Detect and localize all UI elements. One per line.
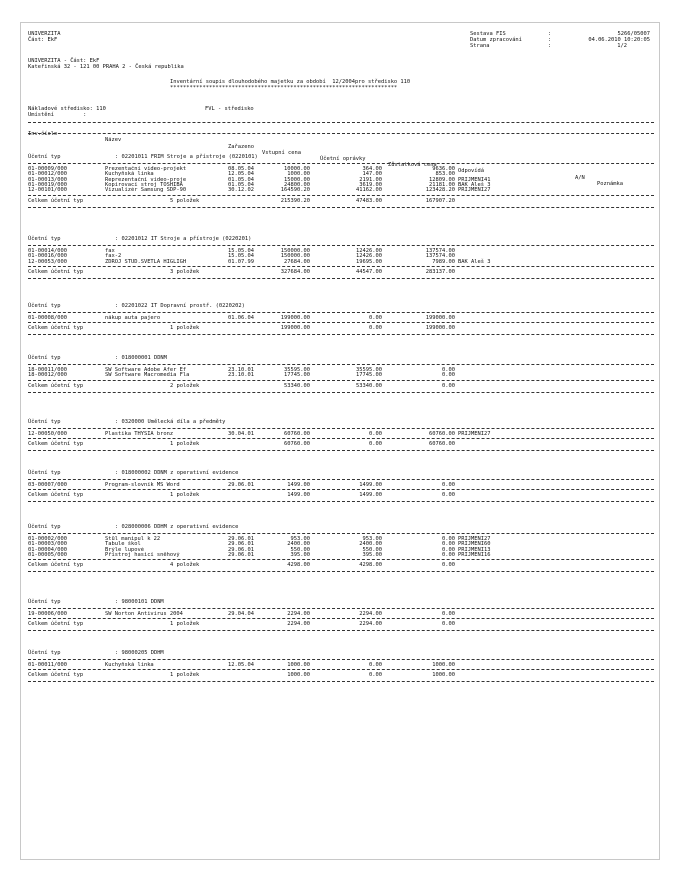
- group-label: Účetní typ: [28, 236, 61, 242]
- group-code: : 018000002 DDNM z operativní evidence: [115, 470, 239, 476]
- group-label: Účetní typ: [28, 355, 61, 361]
- total-label: Celkem účetní typ: [28, 562, 84, 569]
- cell-inv: 01-00005/000: [28, 551, 67, 558]
- cell-zustatkova: 21181.00: [429, 181, 455, 188]
- cell-zustatkova: 199000.00: [425, 315, 455, 321]
- cell-nazev: Vizualizér Samsung SDP-90: [105, 187, 187, 194]
- cell-odpovida: BAK Aleš 3: [458, 258, 491, 265]
- total-zustatkova: 60760.00: [429, 441, 455, 448]
- cell-nazev: Stůl manipul k 22: [105, 536, 161, 542]
- cell-inv: 01-00013/000: [28, 176, 67, 183]
- cell-zustatkova: 0.00: [442, 551, 455, 558]
- cell-inv: 01-00014/000: [28, 248, 67, 254]
- cell-odpovida: PRIJMENI60: [458, 541, 491, 548]
- cell-inv: 01-00009/000: [28, 166, 67, 172]
- total-vstupni: 327684.00: [280, 268, 310, 275]
- group-total: [0, 269, 680, 275]
- cell-nazev: Prezentační video-projekt: [105, 166, 187, 172]
- cell-zarazeno: 12.05.04: [228, 171, 254, 178]
- cell-nazev: fax-2: [105, 253, 122, 260]
- cell-nazev: ZDROJ STUD.SVETLA HIGLIGH: [105, 258, 187, 265]
- cell-zarazeno: 01.05.04: [228, 181, 254, 188]
- cell-opravky: 0.00: [369, 662, 382, 668]
- total-vstupni: 2294.00: [287, 621, 310, 628]
- group-total-divider: [28, 195, 654, 196]
- cell-zarazeno: 15.05.04: [228, 253, 254, 260]
- cell-vstupni: 24800.00: [284, 181, 310, 188]
- group-end-divider: [28, 501, 654, 502]
- group-divider: [28, 163, 654, 164]
- cell-opravky: 17745.00: [356, 372, 382, 379]
- group-end-divider: [28, 278, 654, 279]
- cell-vstupni: 1000.00: [287, 662, 310, 668]
- group-total-divider: [28, 266, 654, 267]
- table-row: [0, 662, 680, 668]
- group-header: [0, 599, 680, 605]
- header-divider-top: [28, 122, 654, 123]
- table-row: [0, 482, 680, 488]
- total-label: Celkem účetní typ: [28, 268, 84, 275]
- group-code: : 02201022 IT Dopravní prostř. (0220202): [115, 303, 245, 309]
- cell-inv: 12-00053/000: [28, 258, 67, 265]
- cell-opravky: 12426.00: [356, 248, 382, 254]
- cell-nazev: Brýle lupové: [105, 546, 144, 553]
- total-opravky: 0.00: [369, 441, 382, 448]
- cell-inv: 18-00012/000: [28, 372, 67, 379]
- group-code: : 02201011 FRIM Stroje a přístroje (0220101): [115, 154, 258, 160]
- total-label: Celkem účetní typ: [28, 382, 84, 389]
- total-vstupni: 1499.00: [287, 492, 310, 499]
- total-zustatkova: 199000.00: [425, 325, 455, 332]
- cell-opravky: 0.00: [369, 431, 382, 437]
- cell-opravky: 2400.00: [359, 541, 382, 548]
- cell-vstupni: 2294.00: [287, 611, 310, 617]
- col-zustatkova: Zůstatková cena: [388, 162, 437, 169]
- report-page: UNIVERZITA Část: EkF Sestava FIS : 5266/05007 Datum zpracování : 04.06.2010 10:20:05 Strana : 1/2 UNIVERZITA - Část: EkF Kateřinská 32 - 121 00 PRAHA 2 - Česká republika Inventární soupis dlouhodobého majetku za období 12/2004pro středisko 110 ********************************************************************** Nákladové středisko: 110 FVL - středisko Umístění : Inv.číslo Název Zařazeno Vstupní cena Účetní oprávky Zůstatková cena Odpovídá A/N Poznámka Účetní typ : 02201011 FRIM Stroje a přístroje (0220101) 01-00009/000 Prezentační video-projekt 08.05.04 10000.00 364.00 9636.00 01-00012/000 Kuchyňská linka 12.05.04 1000.00 147.00 853.00 01-00013/000 Reprezentační video-proje 01.05.04 15000.00 2191.00 12809.00 PRIJMENI41 01-00019/000 Kopírovací stroj TOSHIBA 01.05.04 24800.00 3619.00 21181.00 BAK Aleš 3 12-00101/000 Vizualizér Samsung SDP-90 30.12.02 164590.20 41162.00 123428.20 PRIJMENI27 Celkem účetní typ 5 položek 215390.20 47483.00 167907.20 Účetní typ : 02201012 IT Stroje a přístroje (0220201) 01-00014/000 fax 15.05.04 150000.00 12426.00 137574.00 01-00016/000 fax-2 15.05.04 150000.00 12426.00 137574.00 12-00053/000 ZDROJ STUD.SVETLA HIGLIGH 01.07.99 27684.00 19695.00 7989.00 BAK Aleš 3 Celkem účetní typ 3 položek 327684.00 44547.00 283137.00 Účetní typ : 02201022 IT Dopravní prostř. (0220202) 01-00008/000 nákup auta pajero 01.06.04 199000.00 0.00 199000.00 Celkem účetní typ 1 položek 199000.00 0.00 199000.00 Účetní typ : 018000001 DDNM 18-00011/000 SW Software Adobe Afer Ef 23.10.01 35595.00 35595.00 0.00 18-00012/000 SW Software Macromedia Fla 23.10.01 17745.00 17745.00 0.00 Celkem účetní typ 2 položek 53340.00 53340.00 0.00 Účetní typ : 0320000 Umělecká díla a předměty 12-00050/000 Plastika THYSIA bronz 30.04.01 60760.00 0.00 60760.00 PRIJMENI27 Celkem účetní typ 1 položek 60760.00 0.00 60760.00 Účetní typ : 018000002 DDNM z operativní evidence 03-00007/000 Program-slovník MS Word 29.06.01 1499.00 1499.00 0.00 Celkem účetní typ 1 položek 1499.00 1499.00 0.00 Účetní typ : 028000006 DDHM z operativní evidence 01-00002/000 Stůl manipul k 22 29.06.01 953.00 953.00 0.00 PRIJMENI27 01-00003/000 Tabule škol 29.06.01 2400.00 2400.00 0.00 PRIJMENI60 01-00004/000 Brýle lupové 29.06.01 550.00 550.00 0.00 PRIJMENI13 01-00005/000 Přístroj hasicí sněhový 29.06.01 395.00 395.00 0.00 PRIJMENI16 Celkem účetní typ 4 položek 4298.00 4298.00 0.00 Účetní typ : 98000101 DDNM 19-00006/000 SW Norton Antivirus 2004 29.04.04 2294.00 2294.00 0.00 Celkem účetní typ 1 položek 2294.00 2294.00 0.00 Účetní typ : 98000205 DDHM 01-00011/000 Kuchyňská linka 12.05.04 1000.00 0.00 1000.00 Celkem účetní typ 1 položek 1000.00 0.00 1000.00: [0, 0, 680, 880]
- cell-zustatkova: 0.00: [442, 367, 455, 373]
- cell-zustatkova: 1000.00: [432, 662, 455, 668]
- group-divider: [28, 245, 654, 246]
- cell-opravky: 12426.00: [356, 253, 382, 260]
- cell-zustatkova: 0.00: [442, 541, 455, 548]
- cell-vstupni: 150000.00: [280, 253, 310, 260]
- cell-inv: 12-00050/000: [28, 431, 67, 437]
- group-code: : 018000001 DDNM: [115, 355, 167, 361]
- cell-vstupni: 17745.00: [284, 372, 310, 379]
- total-count: 2 položek: [170, 382, 200, 389]
- cell-zustatkova: 0.00: [442, 611, 455, 617]
- cell-opravky: 2294.00: [359, 611, 382, 617]
- group-total: [0, 621, 680, 627]
- total-opravky: 0.00: [369, 325, 382, 332]
- group-end-divider: [28, 450, 654, 451]
- group-label: Účetní typ: [28, 419, 61, 425]
- cell-vstupni: 199000.00: [280, 315, 310, 321]
- cell-inv: 18-00011/000: [28, 367, 67, 373]
- total-label: Celkem účetní typ: [28, 621, 84, 628]
- cell-inv: 01-00003/000: [28, 541, 67, 548]
- table-row: [0, 259, 680, 265]
- group-end-divider: [28, 681, 654, 682]
- total-zustatkova: 167907.20: [425, 197, 455, 204]
- group-divider: [28, 364, 654, 365]
- cell-nazev: Reprezentační video-proje: [105, 176, 187, 183]
- col-nazev: Název: [105, 137, 122, 144]
- cell-zarazeno: 01.06.04: [228, 315, 254, 321]
- group-header: [0, 303, 680, 309]
- cell-vstupni: 10000.00: [284, 166, 310, 172]
- col-an: A/N: [575, 174, 585, 181]
- group-label: Účetní typ: [28, 470, 61, 476]
- cell-vstupni: 953.00: [290, 536, 310, 542]
- total-label: Celkem účetní typ: [28, 441, 84, 448]
- group-header: [0, 154, 680, 163]
- cell-zustatkova: 0.00: [442, 536, 455, 542]
- group-total-divider: [28, 669, 654, 670]
- datum-label: Datum zpracování: [470, 37, 522, 43]
- col-poznamka: Poznámka: [597, 180, 623, 187]
- total-opravky: 2294.00: [359, 621, 382, 628]
- group-code: : 02201012 IT Stroje a přístroje (0220201): [115, 236, 252, 242]
- umisteni-label: Umístění :: [28, 112, 87, 118]
- group-total-divider: [28, 438, 654, 439]
- col-inv: Inv.číslo: [28, 131, 58, 138]
- group-end-divider: [28, 334, 654, 335]
- cell-inv: 19-00006/000: [28, 611, 67, 617]
- cell-opravky: 953.00: [362, 536, 382, 542]
- group-end-divider: [28, 571, 654, 572]
- group-header: [0, 236, 680, 242]
- cell-nazev: Přístroj hasicí sněhový: [105, 551, 180, 558]
- cell-nazev: SW Norton Antivirus 2004: [105, 611, 183, 617]
- cell-zarazeno: 01.07.99: [228, 258, 254, 265]
- total-zustatkova: 283137.00: [425, 268, 455, 275]
- group-label: Účetní typ: [28, 303, 61, 309]
- cell-zarazeno: 15.05.04: [228, 248, 254, 254]
- group-total-divider: [28, 618, 654, 619]
- group-divider: [28, 533, 654, 534]
- group-total: [0, 672, 680, 678]
- cell-inv: 01-00012/000: [28, 171, 67, 178]
- cell-inv: 01-00004/000: [28, 546, 67, 553]
- cell-zarazeno: 23.10.01: [228, 372, 254, 379]
- cell-vstupni: 27684.00: [284, 258, 310, 265]
- group-total: [0, 441, 680, 447]
- cell-vstupni: 15000.00: [284, 176, 310, 183]
- group-divider: [28, 479, 654, 480]
- cell-vstupni: 1499.00: [287, 482, 310, 488]
- group-total-divider: [28, 489, 654, 490]
- total-opravky: 53340.00: [356, 382, 382, 389]
- cell-zustatkova: 12809.00: [429, 176, 455, 183]
- group-total: [0, 198, 680, 204]
- total-vstupni: 60760.00: [284, 441, 310, 448]
- cell-zarazeno: 29.06.01: [228, 536, 254, 542]
- cell-zustatkova: 137574.00: [425, 253, 455, 260]
- cell-opravky: 3619.00: [359, 181, 382, 188]
- cell-nazev: fax: [105, 248, 115, 254]
- cell-odpovida: BAK Aleš 3: [458, 181, 491, 188]
- group-label: Účetní typ: [28, 154, 61, 160]
- cell-zustatkova: 9636.00: [432, 166, 455, 172]
- group-code: : 0320000 Umělecká díla a předměty: [115, 419, 226, 425]
- total-opravky: 47483.00: [356, 197, 382, 204]
- group-end-divider: [28, 207, 654, 208]
- cell-zustatkova: 0.00: [442, 372, 455, 379]
- cell-odpovida: PRIJMENI16: [458, 551, 491, 558]
- group-divider: [28, 608, 654, 609]
- total-count: 1 položek: [170, 441, 200, 448]
- total-count: 1 položek: [170, 672, 200, 679]
- group-total: [0, 492, 680, 498]
- stredisko-label: Nákladové středisko: 110: [28, 106, 106, 112]
- table-row: [0, 315, 680, 321]
- group-header: [0, 524, 680, 530]
- group-total-divider: [28, 322, 654, 323]
- cell-zarazeno: 30.04.01: [228, 431, 254, 437]
- stredisko-name: FVL - středisko: [205, 106, 254, 112]
- table-row: [0, 552, 680, 558]
- group-total: [0, 325, 680, 331]
- group-divider: [28, 428, 654, 429]
- total-label: Celkem účetní typ: [28, 492, 84, 499]
- cell-zarazeno: 29.04.04: [228, 611, 254, 617]
- cell-nazev: nákup auta pajero: [105, 315, 161, 321]
- total-count: 3 položek: [170, 268, 200, 275]
- cell-vstupni: 164590.20: [280, 187, 310, 194]
- cell-odpovida: PRIJMENI27: [458, 431, 491, 437]
- table-row: [0, 187, 680, 193]
- group-label: Účetní typ: [28, 650, 61, 656]
- group-divider: [28, 312, 654, 313]
- group-label: Účetní typ: [28, 524, 61, 530]
- cell-inv: 01-00016/000: [28, 253, 67, 260]
- group-header: [0, 419, 680, 425]
- report-title: Inventární soupis dlouhodobého majetku za období 12/2004pro středisko 110: [170, 79, 411, 85]
- col-zarazeno: Zařazeno: [228, 143, 254, 150]
- cell-nazev: SW Software Adobe Afer Ef: [105, 367, 187, 373]
- cell-zarazeno: 30.12.02: [228, 187, 254, 194]
- total-vstupni: 4298.00: [287, 562, 310, 569]
- cell-zustatkova: 0.00: [442, 482, 455, 488]
- total-count: 4 položek: [170, 562, 200, 569]
- cell-opravky: 19695.00: [356, 258, 382, 265]
- group-header: [0, 650, 680, 656]
- address: Kateřinská 32 - 121 00 PRAHA 2 - Česká republika: [28, 64, 184, 70]
- cell-vstupni: 2400.00: [287, 541, 310, 548]
- cell-zustatkova: 7989.00: [432, 258, 455, 265]
- total-label: Celkem účetní typ: [28, 325, 84, 332]
- cell-zarazeno: 01.05.04: [228, 176, 254, 183]
- strana-label: Strana: [470, 43, 490, 49]
- cell-vstupni: 35595.00: [284, 367, 310, 373]
- total-vstupni: 1000.00: [287, 672, 310, 679]
- org-name: UNIVERZITA: [28, 31, 61, 37]
- cell-inv: 03-00007/000: [28, 482, 67, 488]
- report-title-underline: **********************************************************************: [170, 85, 398, 91]
- total-zustatkova: 0.00: [442, 562, 455, 569]
- group-total: [0, 562, 680, 568]
- cell-vstupni: 550.00: [290, 546, 310, 553]
- group-total-divider: [28, 559, 654, 560]
- cell-vstupni: 1000.00: [287, 171, 310, 178]
- group-end-divider: [28, 630, 654, 631]
- cell-zustatkova: 0.00: [442, 546, 455, 553]
- total-opravky: 1499.00: [359, 492, 382, 499]
- col-vstupni: Vstupní cena: [262, 149, 301, 156]
- cell-nazev: SW Software Macromedia Fla: [105, 372, 190, 379]
- col-odpovida: Odpovídá: [458, 168, 484, 175]
- sestava-value: 5266/05007: [617, 31, 650, 37]
- group-header: [0, 470, 680, 476]
- strana-value: 1/2: [617, 43, 627, 49]
- cell-vstupni: 60760.00: [284, 431, 310, 437]
- group-header: [0, 355, 680, 361]
- total-label: Celkem účetní typ: [28, 672, 84, 679]
- total-zustatkova: 0.00: [442, 492, 455, 499]
- cell-zarazeno: 29.06.01: [228, 541, 254, 548]
- total-vstupni: 53340.00: [284, 382, 310, 389]
- cell-zarazeno: 29.06.01: [228, 546, 254, 553]
- cell-nazev: Kuchyňská linka: [105, 662, 154, 668]
- total-zustatkova: 0.00: [442, 382, 455, 389]
- total-opravky: 4298.00: [359, 562, 382, 569]
- cell-zarazeno: 12.05.04: [228, 662, 254, 668]
- cell-vstupni: 150000.00: [280, 248, 310, 254]
- cell-vstupni: 395.00: [290, 551, 310, 558]
- cell-zustatkova: 60760.00: [429, 431, 455, 437]
- cell-zustatkova: 137574.00: [425, 248, 455, 254]
- cell-zarazeno: 08.05.04: [228, 166, 254, 172]
- total-count: 1 položek: [170, 492, 200, 499]
- cell-nazev: Plastika THYSIA bronz: [105, 431, 174, 437]
- group-code: : 028000006 DDHM z operativní evidence: [115, 524, 239, 530]
- group-total-divider: [28, 380, 654, 381]
- total-zustatkova: 1000.00: [432, 672, 455, 679]
- total-count: 5 položek: [170, 197, 200, 204]
- total-opravky: 0.00: [369, 672, 382, 679]
- cell-opravky: 0.00: [369, 315, 382, 321]
- total-zustatkova: 0.00: [442, 621, 455, 628]
- cell-odpovida: PRIJMENI13: [458, 546, 491, 553]
- group-code: : 98000205 DDHM: [115, 650, 164, 656]
- cell-odpovida: PRIJMENI27: [458, 536, 491, 542]
- cell-inv: 01-00019/000: [28, 181, 67, 188]
- cell-opravky: 2191.00: [359, 176, 382, 183]
- cell-inv: 12-00101/000: [28, 187, 67, 194]
- cell-nazev: Program-slovník MS Word: [105, 482, 180, 488]
- header-divider-bottom: [28, 133, 654, 134]
- cell-inv: 01-00011/000: [28, 662, 67, 668]
- group-divider: [28, 659, 654, 660]
- cell-zarazeno: 29.06.01: [228, 482, 254, 488]
- cell-nazev: Kopírovací stroj TOSHIBA: [105, 181, 183, 188]
- cell-odpovida: PRIJMENI41: [458, 176, 491, 183]
- cell-zarazeno: 23.10.01: [228, 367, 254, 373]
- table-row: [0, 611, 680, 617]
- cell-zarazeno: 29.06.01: [228, 551, 254, 558]
- org-part: Část: EkF: [28, 37, 58, 43]
- cell-zustatkova: 123428.20: [425, 187, 455, 194]
- total-count: 1 položek: [170, 325, 200, 332]
- total-opravky: 44547.00: [356, 268, 382, 275]
- cell-opravky: 1499.00: [359, 482, 382, 488]
- cell-opravky: 147.00: [362, 171, 382, 178]
- cell-opravky: 364.00: [362, 166, 382, 172]
- cell-nazev: Tabule škol: [105, 541, 141, 548]
- group-code: : 98000101 DDNM: [115, 599, 164, 605]
- total-vstupni: 199000.00: [280, 325, 310, 332]
- group-label: Účetní typ: [28, 599, 61, 605]
- table-row: [0, 372, 680, 378]
- col-opravky: Účetní oprávky: [320, 156, 366, 163]
- cell-opravky: 550.00: [362, 546, 382, 553]
- total-count: 1 položek: [170, 621, 200, 628]
- cell-inv: 01-00008/000: [28, 315, 67, 321]
- datum-value: 04.06.2010 10:20:05: [588, 37, 650, 43]
- cell-odpovida: PRIJMENI27: [458, 187, 491, 194]
- cell-opravky: 35595.00: [356, 367, 382, 373]
- total-label: Celkem účetní typ: [28, 197, 84, 204]
- cell-opravky: 395.00: [362, 551, 382, 558]
- cell-nazev: Kuchyňská linka: [105, 171, 154, 178]
- cell-opravky: 41162.00: [356, 187, 382, 194]
- group-end-divider: [28, 392, 654, 393]
- sestava-label: Sestava FIS: [470, 31, 506, 37]
- total-vstupni: 215390.20: [280, 197, 310, 204]
- cell-inv: 01-00002/000: [28, 536, 67, 542]
- group-total: [0, 383, 680, 389]
- org-full: UNIVERZITA - Část: EkF: [28, 58, 100, 64]
- table-row: [0, 431, 680, 437]
- cell-zustatkova: 853.00: [435, 171, 455, 178]
